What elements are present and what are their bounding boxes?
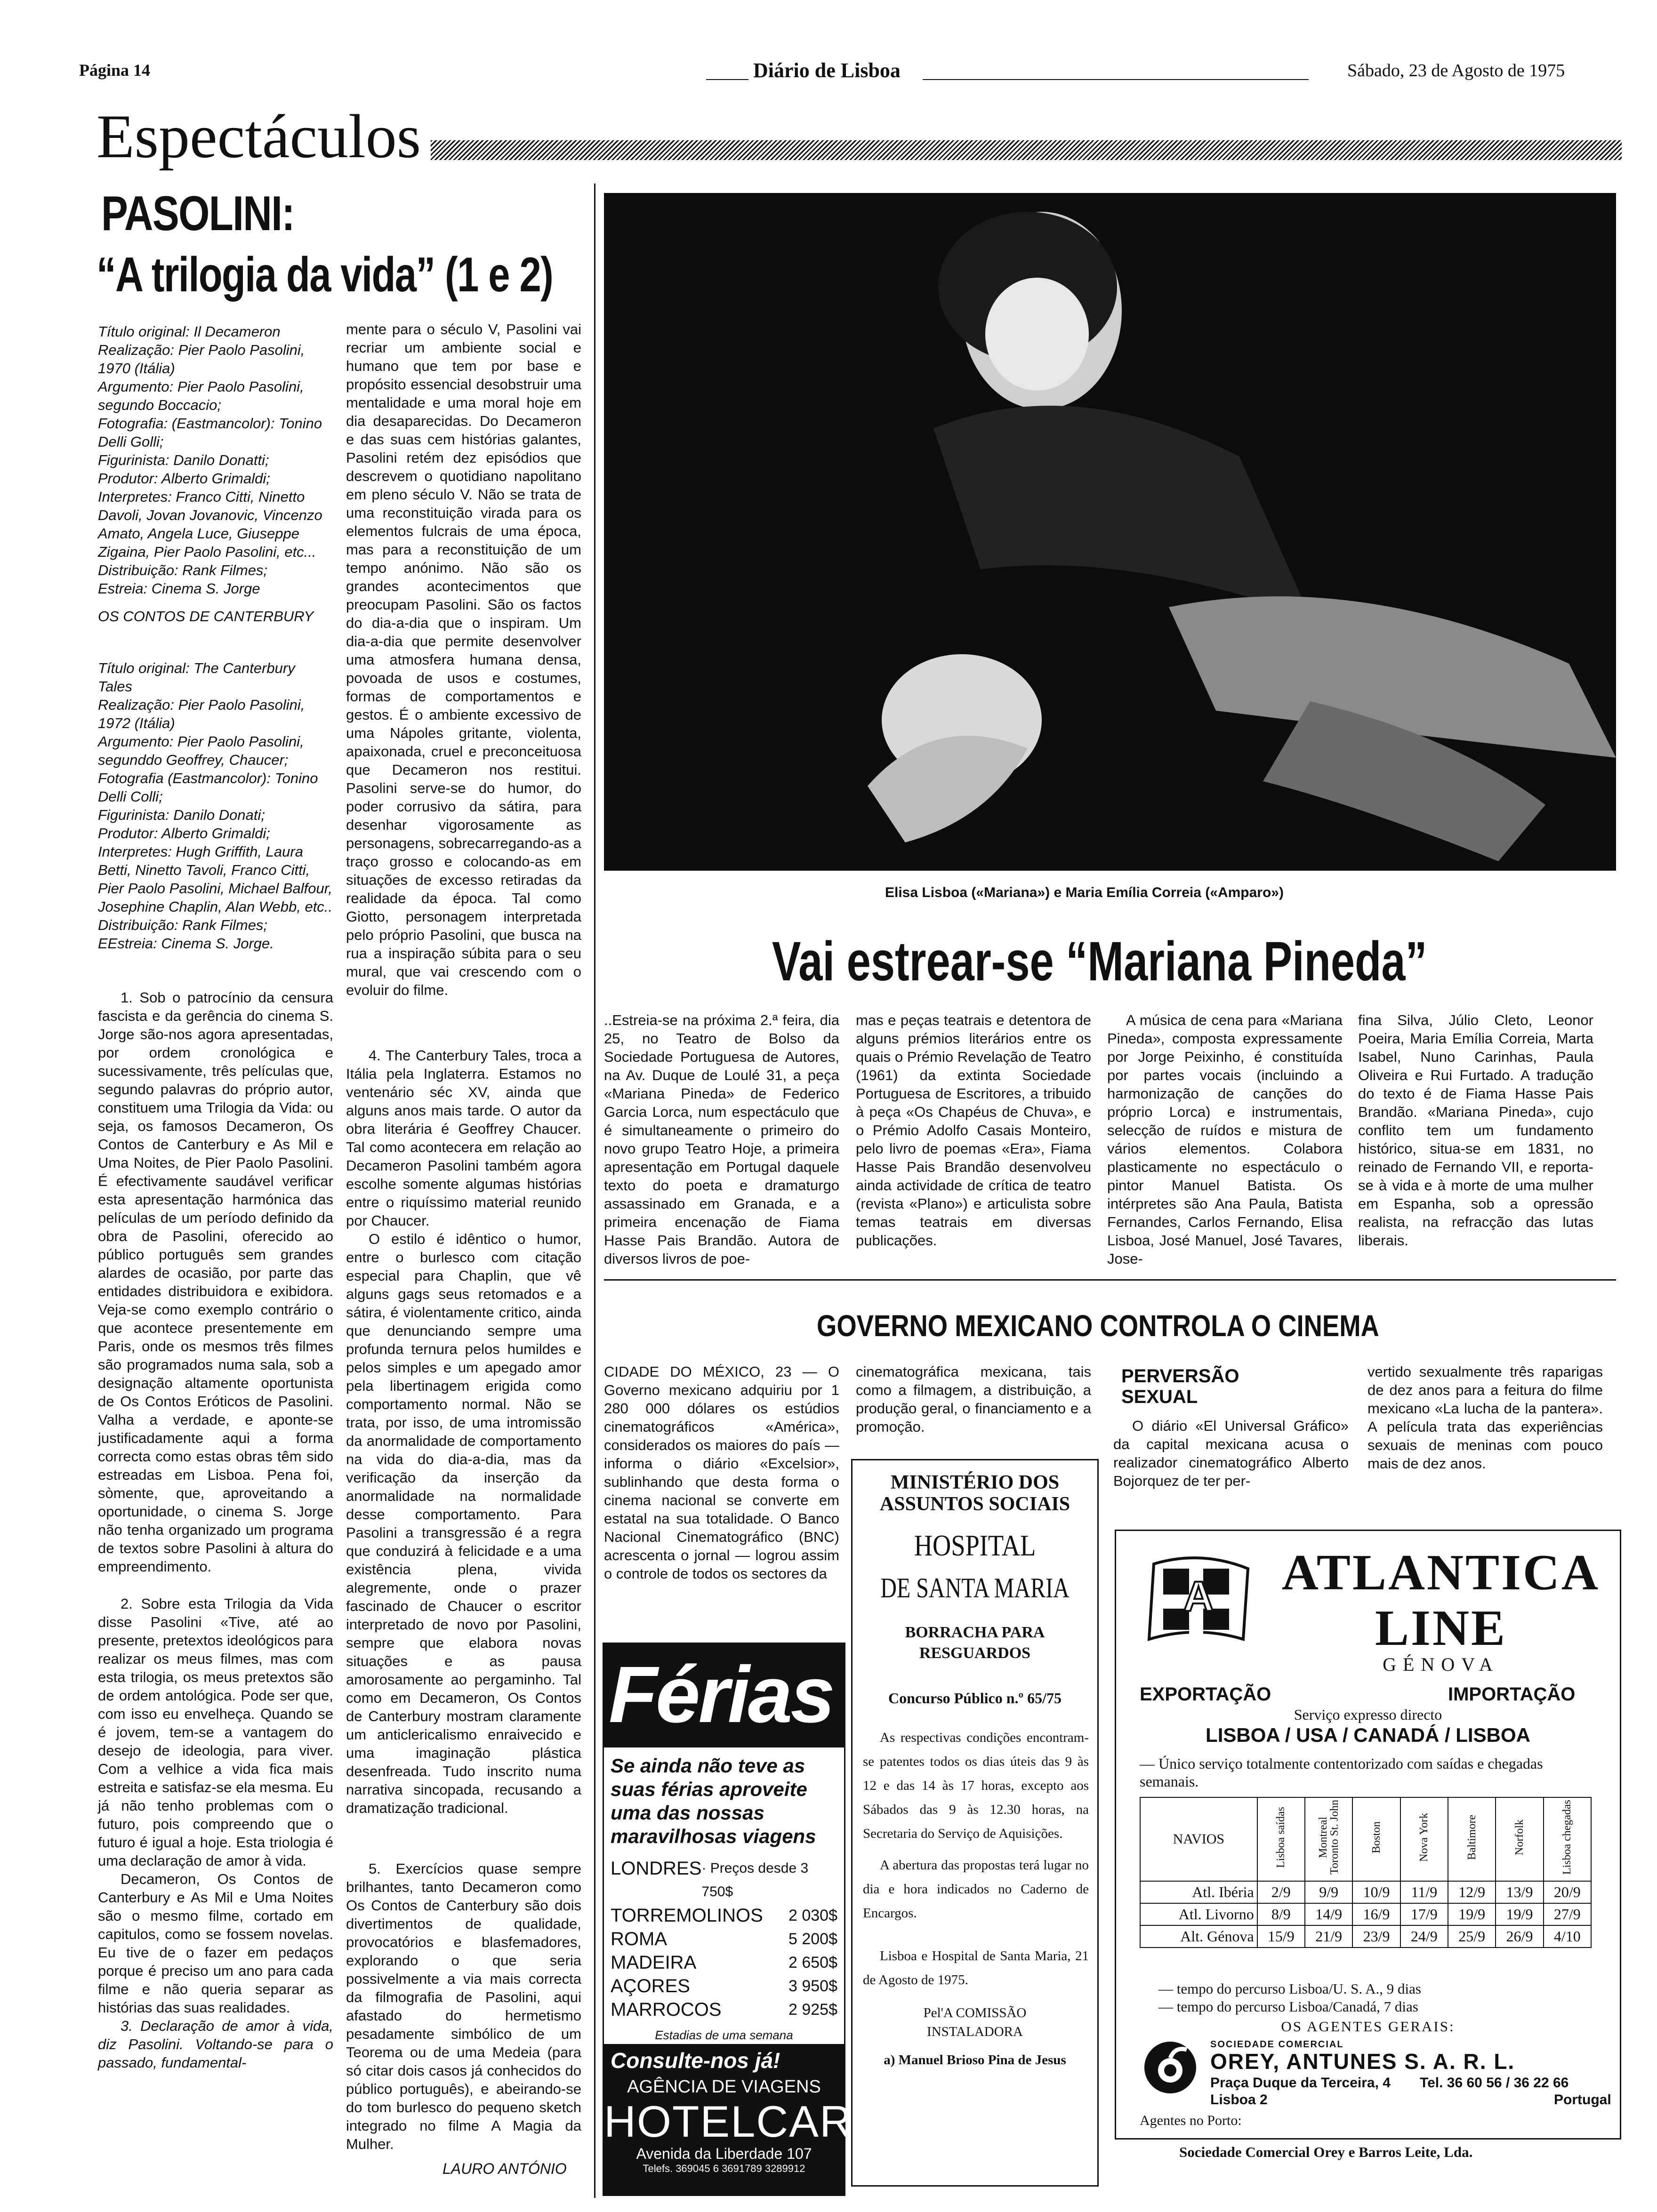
mexico-headline: GOVERNO MEXICANO CONTROLA O CINEMA [817,1309,1379,1343]
mexico-col2: cinematográfica mexicana, tais como a filmagem, a distribuição, a produção geral, o financiamento e a promoção. [856,1363,1091,1435]
orey-logo-icon [1142,2039,1199,2096]
hospital-ad: MINISTÉRIO DOS ASSUNTOS SOCIAIS HOSPITAL DE SANTA MARIA BORRACHA PARA RESGUARDOS Concurso Público n.º 65/75 As respectivas condições encontram-se patentes todos os dias úteis das 9 às 12 e das 14 às 17 horas, excepto aos Sábados das 9 às 12.30 horas, na Secretaria do Serviço de Aquisições. A abertura das propostas terá lugar no dia e hora indicados no Caderno de Encargos. Lisboa e Hospital de Santa Maria, 21 de Agosto de 1975. Pel'A COMISSÃO INSTALADORA a) Manuel Brioso Pina de Jesus [851,1459,1099,2187]
mariana-col2: mas e peças teatrais e detentora de alguns prémios literários entre os quais o Prémio Revelação de Teatro (1961) da extinta Sociedade Portuguesa de Escritores, a tribuido à peça «Os Chapéus de Chuva», e o Prémio Adolfo Casais Monteiro, pelo livro de poemas «Era», Fiama Hasse Pais Brandão desenvolveu ainda actividade de crítica de teatro (revista «Plano») e articulista sobre temas teatrais em diversas publicações. [856,1012,1091,1249]
page-number: Página 14 [79,61,151,80]
porto-agents: Sociedade Comercial Orey e Barros Leite, Lda. [1179,2144,1473,2160]
section-rule [431,140,1622,160]
mariana-headline: Vai estrear-se “Mariana Pineda” [772,930,1427,993]
ferias-footer: Consulte-nos já! AGÊNCIA DE VIAGENS HOTELCAR Avenida da Liberdade 107 Telefs. 369045 6 3691789 3289912 [604,2044,844,2195]
sailing-schedule: NAVIOS Lisboa saídas Montreal Toronto St. John Boston Nova York Baltimore Norfolk Lisboa chegadas Atl. Ibéria 2/9 9/9 10/9 11/9 12/9 13/9 20/9 Atl. Livorno 8/9 14/9 16/9 17/9 19/9 19/9 27/9 Alt. Génova 15/9 21/9 23/9 24/9 25/9 26/9 4/10 [1140,1797,1592,1948]
photo-mariana-pineda [604,193,1616,871]
photo-scene [604,193,1616,871]
credits-decameron: Título original: Il Decameron Realização: Pier Paolo Pasolini, 1970 (Itália) Argumento: Pier Paolo Pasolini, segundo Boccacio; Fotografia: (Eastmancolor): Tonino Delli Golli; Figurinista: Danilo Donatti; Produtor: Alberto Grimaldi; Interpretes: Franco Citti, Ninetto Davoli, Jovan Jovanovic, Vincenzo Amato, Angela Luce, Giuseppe Zigaina, Pier Paolo Pasolini, etc... Distribuição: Rank Filmes; Estreia: Cinema S. Jorge [98,323,322,597]
article-kicker: PASOLINI: [101,186,295,241]
mariana-col4: fina Silva, Júlio Cleto, Leonor Poeira, Maria Emília Correia, Marta Isabel, Nuno Carinhas, Paula Oliveira e Rui Furtado. A tradução do texto é de Fiama Hasse Pais Brandão. «Mariana Pineda», cujo conflito tem um fundamento histórico, situa-se em 1831, no reinado de Fernando VII, e reporta-se à vida e à morte de uma mulher em Espanha, sob a opressão realista, na refracção das lutas liberais. [1358,1012,1593,1249]
article-title: “A trilogia da vida” (1 e 2) [97,248,553,302]
mexico-col4: vertido sexualmente três raparigas de dez anos para a feitura do filme mexicano «La lucha de la pantera». A película trata das experiências sexuais de meninas com pouco mais de dez anos. [1367,1363,1603,1472]
atlantica-flag-icon [1144,1550,1253,1653]
section-title: Espectáculos [97,102,421,171]
ferias-logo: Férias [604,1644,844,1747]
photo-caption: Elisa Lisboa («Mariana») e Maria Emília Correia («Amparo») [885,885,1284,900]
mexico-subhead: PERVERSÃO SEXUAL [1121,1366,1239,1407]
mariana-col3: A música de cena para «Mariana Pineda», composta expressamente por Jorge Peixinho, é constituída por partes vocais (incluindo a harmonização de canções do próprio Lorca) e instrumentais, selecção de ruídos e mistura de vários elementos. Colabora plasticamente no espectáculo o pintor Manuel Batista. Os intérpretes são Ana Paula, Batista Fernandes, Carlos Fernando, Elisa Lisboa, José Manuel, José Tavares, Jose- [1107,1012,1343,1267]
atlantica-ad: A ATLANTICA LINE GÉNOVA EXPORTAÇÃO IMPORTAÇÃO Serviço expresso directo LISBOA / USA / CANADÁ / LISBOA — Único serviço totalmente contentorizado com saídas e chegadas semanais. NAVIOS Lisboa saídas Montreal Toronto St. John Boston Nova York Baltimore Norfolk Lisboa chegadas Atl. Ibéria 2/9 9/9 10/9 11/9 12/9 13/9 20/9 Atl. Livorno 8/9 14/9 16/9 17/9 19/9 19/9 27/9 Alt. Génova 15/9 21/9 23/9 24/9 25/9 26/9 4/10 — tempo do percurso Lisboa/U. S. A., 9 dias — tempo do percurso Lisboa/Canadá, 7 dias OS AGENTES GERAIS: SOCIEDADE COMERCIAL OREY, ANTUNES S. A. R. L. Praça Duque da Terceira, 4 Tel. 36 60 56 / 36 22 66 Lisboa 2 Portugal Agentes no Porto: [1115,1530,1621,2140]
ferias-ad: Férias Se ainda não teve as suas férias aproveite uma das nossas maravilhosas viagens LONDRES · Preços desde 3 750$ TORREMOLINOS 2 030$ ROMA 5 200$ MADEIRA 2 650$ AÇORES 3 950$ MARROCOS 2 925$ Estadias de uma semana Consulte-nos já! AGÊNCIA DE VIAGENS HOTELCAR Avenida da Liberdade 107 Telefs. 369045 6 3691789 3289912 [603,1643,845,2196]
mexico-col3: O diário «El Universal Gráfico» da capital mexicana acusa o realizador cinematográfico Alberto Bojorquez de ter per- [1113,1418,1349,1489]
article-body-col1: 1. Sob o patrocínio da censura fascista e da gerência do cinema S. Jorge são-nos agora apresentadas, por ordem cronológica e sucessivamente, três películas que, segundo palavras do próprio autor, constituem uma Trilogia da Vida: ou seja, os famosos Decameron, Os Contos de Canterbury e As Mil e Uma Noites, de Pier Paolo Pasolini. É efectivamente saudável verificar esta apresentação harmónica das películas de um período definido da obra de Pasolini, oferecido ao público português sem grandes alardes de ocasião, por parte das entidades distribuidora e exibidora. Veja-se como exemplo contrário o que acontece presentemente em Paris, onde os mesmos três filmes são programados numa sala, sob a designação altamente oportunista de Os Contos Eróticos de Pasolini. Valha a verdade, e aponte-se justificadamente aqui a forma correcta como estas obras têm sido estreadas em Lisboa. Pena foi, sòmente, que, aproveitando a oportunidade, o cinema S. Jorge não tenha organizado um programa de textos sobre Pasolini à altura do empreendimento. 2. Sobre esta Trilogia da Vida disse Pasolini «Tive, até ao presente, pretextos ideológicos para realizar os meus filmes, mas com esta trilogia, os meus pretextos são de ordem antológica. Pode ser que, com isso eu envelheça. Quando se é jovem, tem-se a vantagem do desejo de ideologia, para viver. Com a velhice a vida fica mais estreita e satisfaz-se ela mesma. Eu já não tenho problemas com o futuro, pois compreendo que o futuro é igual a hoje. Esta triologia é uma declaração de amor à vida. Decameron, Os Contos de Canterbury e As Mil e Uma Noites são o mesmo filme, cortado em capitulos, como se fossem novelas. Eu tive de o fazer em pedaços porque é preciso um ano para cada filme e não queria separar as histórias das suas realidades. 3. Declaração de amor à vida, diz Pasolini. Voltando-se para o passado, fundamental- [98,989,333,2071]
ferias-prices: LONDRES · Preços desde 3 750$ TORREMOLINOS 2 030$ ROMA 5 200$ MADEIRA 2 650$ AÇORES 3 950$ MARROCOS 2 925$ [611,1858,837,2020]
credits-canterbury: Título original: The Canterbury Tales Realização: Pier Paolo Pasolini, 1972 (Itália) Argumento: Pier Paolo Pasolini, segunddo Geoffrey, Chaucer; Fotografia (Eastmancolor): Tonino Delli Colli; Figurinista: Danilo Donati; Produtor: Alberto Grimaldi; Interpretes: Hugh Griffith, Laura Betti, Ninetto Tavoli, Franco Citti, Pier Paolo Pasolini, Michael Balfour, Josephine Chaplin, Alan Webb, etc.. Distribuição: Rank Filmes; EEstreia: Cinema S. Jorge. [98,660,333,952]
mexico-col1: CIDADE DO MÉXICO, 23 — O Governo mexicano adquiriu por 1 280 000 dólares os estúdios cinematográficos «América», considerados os maiores do país — informa o diário «Excelsior», sublinhando que desta forma o cinema nacional se converte em estatal na sua totalidade. O Banco Nacional Cinematográfico (BNC) acrescenta o jornal — logrou assim o controle de todos os sectores da [604,1363,839,1582]
article-body-col2: mente para o século V, Pasolini vai recriar um ambiente social e humano que tem por base e propósito essencial desobstruir uma mentalidade e uma moral hoje em dia desaparecidas. Do Decameron e das suas cem histórias galantes, Pasolini retém dez episódios que descrevem o quotidiano napolitano em pleno século V. Não se trata de uma reconstituição virada para os elementos fulcrais de uma época, mas para a reconstituição de um tempo anónimo. Não são os grandes acontecimentos que preocupam Pasolini. São os factos do dia-a-dia que o inspiram. Um dia-a-dia que permite desenvolver uma atmosfera humana densa, povoada de usos e costumes, formas de comportamentos e gestos. É o ambiente excessivo de uma Nápoles gritante, violenta, apaixonada, cruel e preconceituosa que Decameron nos restitui. Pasolini serve-se do humor, do poder corrusivo da sátira, para desenhar vigorosamente as personagens, sobrecarregando-as a traço grosso e colocando-as em situações de excesso retiradas da realidade da época. Tal como Giotto, personagem interpretada pelo próprio Pasolini, que busca na rua a inspiração súbita para o seu mural, que vai crescendo com o evoluir do filme. 4. The Canterbury Tales, troca a Itália pela Inglaterra. Estamos no ventenário séc XV, ainda que alguns anos mais tarde. O autor da obra literária é Geoffrey Chaucer. Tal como acontecera em relação ao Decameron Pasolini também agora escolhe somente algumas histórias entre o riquíssimo material reunido por Chaucer. O estilo é idêntico o humor, entre o burlesco com citação especial para Chaplin, que vê alguns gags seus retomados e a sátira, é violentamente critico, ainda que denunciando sempre uma profunda ternura pelos humildes e pelos simples e um apegado amor pela libertinagem erigida como comportamento normal. Não se trata, por isso, de uma intromissão da anormalidade de comportamento na vida do dia-a-dia, mas da verificação da inserção da anormalidade na normalidade desse comportamento. Para Pasolini a transgressão é a regra que conduzirá à felicidade e a uma existência plena, vivida alegremente, onde o prazer fascinado de Chaucer o escritor interpretado de novo por Pasolini, sempre que elabora novas situações e as pausa amorosamente ao pergaminho. Tal como em Decameron, Os Contos de Canterbury mostram claramente um anticlericalismo enraivecido e uma imaginação plástica desenfreada. Tudo inscrito numa narrativa sincopada, recusando a dramatização tradicional. 5. Exercícios quase sempre brilhantes, tanto Decameron como Os Contos de Canterbury são dois divertimentos de qualidade, provocatórios e blasfemadores, explorando o que seria possivelmente a via mais correcta da filmografia de Pasolini, aqui afastado do hermetismo pesadamente simbólico de um Teorema ou de uma Medeia (para só citar dois casos já conhecidos do público português), e abeirando-se do tom burlesco do pequeno sketch integrado no filme A Magia da Mulher. [346,321,581,2152]
byline: LAURO ANTÓNIO [442,2160,567,2177]
svg-text:A: A [1183,1573,1214,1620]
issue-date: Sábado, 23 de Agosto de 1975 [1347,61,1565,80]
mariana-col1: ..Estreia-se na próxima 2.ª feira, dia 25, no Teatro de Bolso da Sociedade Portuguesa de Autores, na Av. Duque de Loulé 31, a peça «Mariana Pineda» de Federico Garcia Lorca, num espectáculo que é simultaneamente o primeiro do novo grupo Teatro Hoje, a primeira apresentação em Portugal daquele texto do poeta e dramaturgo assassinado em Granada, e a primeira encenação de Fiama Hasse Pais Brandão. Autora de diversos livros de poe- [604,1012,839,1267]
credits-canterbury-title: OS CONTOS DE CANTERBURY [98,608,314,625]
masthead: Diário de Lisboa [753,59,901,82]
